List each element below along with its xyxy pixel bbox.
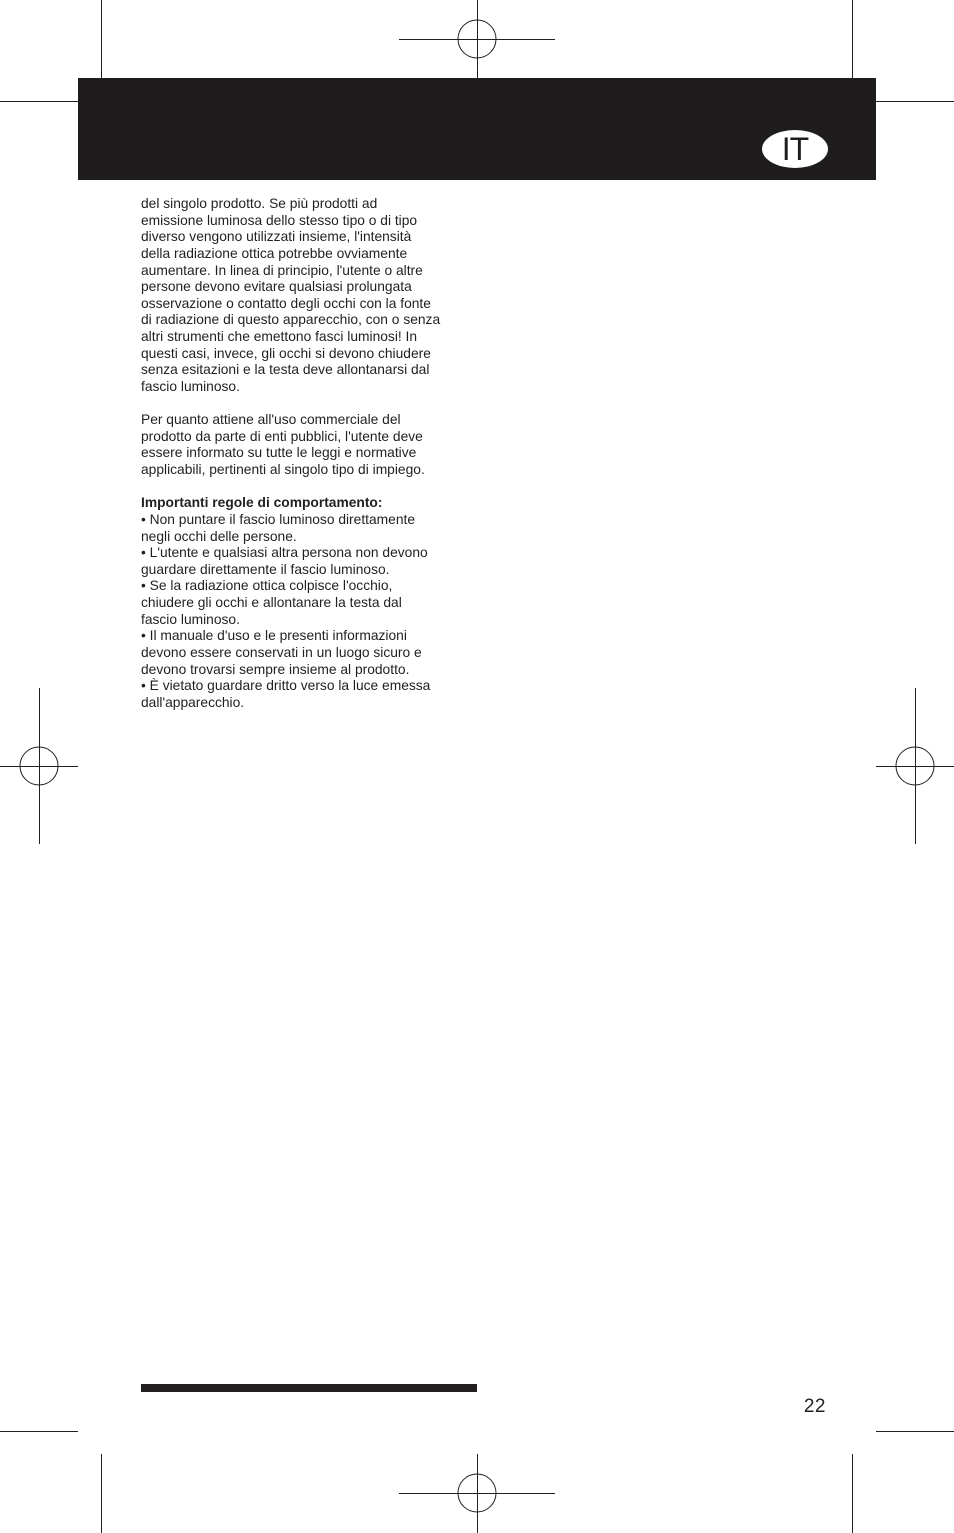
text-line: persone devono evitare qualsiasi prolungata [141, 279, 412, 295]
language-badge [762, 130, 828, 168]
rule-line: chiudere gli occhi e allontanare la testa dal [141, 595, 402, 610]
rule-line: devono essere conservati in un luogo sicuro e [141, 644, 422, 660]
rule-line: dall'apparecchio. [141, 694, 245, 710]
body-text-column [141, 196, 481, 711]
text-line: fascio luminoso. [141, 378, 240, 394]
text-line: altri strumenti che emettono fasci luminosi! In [141, 329, 418, 344]
registration-mark-top [399, 0, 555, 78]
text-line: emissione luminosa dello stesso tipo o di tipo [141, 212, 418, 228]
registration-circle-top [458, 20, 496, 58]
rule-line: • Non puntare il fascio luminoso direttamente [141, 511, 416, 527]
page-number: 22 [803, 1396, 826, 1417]
text-line: aumentare. In linea di principio, l'utente o altre [141, 262, 423, 278]
rule-line: guardare direttamente il fascio luminoso. [141, 561, 390, 577]
rule-line: • È vietato guardare dritto verso la luce emessa [141, 678, 431, 694]
text-line: prodotto da parte di enti pubblici, l'utente deve [141, 428, 423, 444]
rule-line: negli occhi delle persone. [141, 528, 297, 544]
text-line: questi casi, invece, gli occhi si devono chiudere [141, 345, 431, 361]
text-line: della radiazione ottica potrebbe ovviamente [141, 245, 408, 261]
rule-line: • Il manuale d'uso e le presenti informazioni [141, 628, 407, 644]
registration-circle-right [896, 747, 934, 785]
text-line: essere informato su tutte le leggi e normative [141, 445, 417, 461]
text-line: del singolo prodotto. Se più prodotti ad [141, 196, 378, 211]
footer-rule [141, 1384, 477, 1392]
registration-mark-left [0, 688, 78, 844]
rule-line: fascio luminoso. [141, 611, 240, 627]
registration-circle-bottom [458, 1474, 496, 1512]
paragraph-1 [141, 196, 481, 396]
rules-heading: Importanti regole di comportamento: [141, 495, 383, 511]
text-line: di radiazione di questo apparecchio, con o senza [141, 312, 441, 328]
text-line: Per quanto attiene all'uso commerciale del [141, 412, 401, 428]
language-badge-label: IT [781, 131, 809, 167]
text-line: osservazione o contatto degli occhi con la fonte [141, 295, 431, 311]
text-line: applicabili, pertinenti al singolo tipo di impiego. [141, 462, 425, 477]
rule-line: • L'utente e qualsiasi altra persona non devono [141, 545, 428, 561]
text-line: senza esitazioni e la testa deve allontanarsi dal [141, 362, 430, 378]
text-line: diverso vengono utilizzati insieme, l'intensità [141, 229, 412, 245]
registration-circle-left [20, 747, 58, 785]
rule-line: devono trovarsi sempre insieme al prodotto. [141, 661, 410, 677]
registration-mark-bottom [399, 1454, 555, 1533]
header-bar [78, 78, 876, 180]
rules-section [141, 495, 481, 711]
paragraph-2 [141, 412, 481, 479]
registration-mark-right [876, 688, 954, 844]
rule-line: • Se la radiazione ottica colpisce l'occhio, [141, 578, 393, 594]
